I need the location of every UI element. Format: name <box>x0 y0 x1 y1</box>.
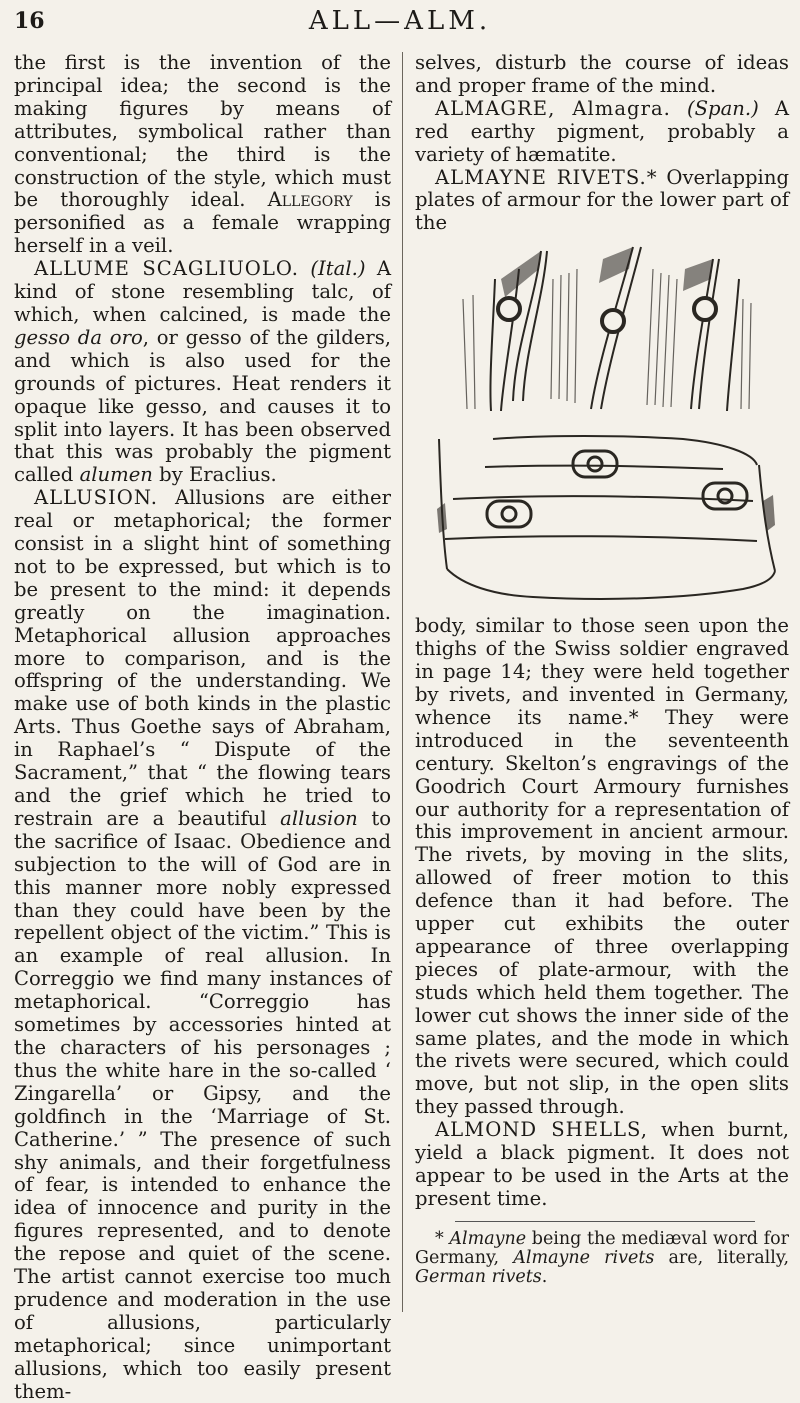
right-column <box>415 52 789 1312</box>
page-number: 16 <box>14 8 45 34</box>
page-header <box>0 0 800 44</box>
entry-heading: ALMOND SHELLS, <box>435 1118 648 1142</box>
almayne-rivets-engraving-icon <box>423 239 779 609</box>
entry-almayne-rivets: ALMAYNE RIVETS.* Overlapping plates of armour for the lower part of the <box>415 165 789 235</box>
allegory-term: Allegory <box>267 188 353 212</box>
continued-paragraph: selves, disturb the course of ideas and proper frame of the mind. <box>415 51 789 97</box>
entry-heading: ALLUSION. <box>34 486 158 510</box>
entry-allume-scagliuolo: ALLUME SCAGLIUOLO. (Ital.) A kind of stone resembling talc, of which, when calcined, is made the gesso da oro, or gesso of the gilders, and which is also used for the grounds of pictures. Heat renders it opaque like gesso, and causes it to split into layers. It has been observed that this was probably the pigment called alumen by Eraclius. <box>14 257 391 487</box>
entry-heading: ALMAYNE RIVETS.* <box>435 165 658 189</box>
column-divider <box>402 52 403 1312</box>
entry-almagre: ALMAGRE, Almagra. (Span.) A red earthy pigment, probably a variety of hæmatite. <box>415 96 789 166</box>
running-head: ALL—ALM. <box>308 6 492 36</box>
entry-heading: ALLUME SCAGLIUOLO. <box>34 257 300 281</box>
entry-heading: ALMAGRE, Almagra. <box>435 96 671 120</box>
entry-almayne-rivets-cont: body, similar to those seen upon the thighs of the Swiss soldier engraved in page 14; they were held together by rivets, and invented in Germany, whence its name.* They were introduced in the seventeenth century. Skelton’s engravings of the Goodrich Court Armoury furnishes our authority for a representation of this improvement in ancient armour. The rivets, by moving in the slits, allowed of freer motion to this defence than it had before. The upper cut exhibits the outer appearance of three overlapping pieces of plate-armour, with the studs which held them together. The lower cut shows the inner side of the same plates, and the mode in which the rivets were secured, which could move, but not slip, in the open slits they passed through. <box>415 614 789 1119</box>
left-column <box>14 51 391 1403</box>
entry-almond-shells: ALMOND SHELLS, when burnt, yield a black pigment. It does not appear to be used in the Arts at the present time. <box>415 1118 789 1210</box>
entry-allusion: ALLUSION. Allusions are either real or metaphorical; the former consist in a slight hint of something not to be expressed, but which is to be present to the mind: it depends greatly on the imagination. Metaphorical allusion approaches more to comparison, and is the offspring of the understanding. We make use of both kinds in the plastic Arts. Thus Goethe says of Abraham, in Raphael’s “ Dispute of the Sacrament,” that “ the flowing tears and the grief which he tried to restrain are a beautiful allusion to the sacrifice of Isaac. Obedience and subjection to the will of God are in this manner more nobly expressed than they could have been by the repellent object of the victim.” This is an example of real allusion. In Correggio we find many instances of metaphorical. “Correggio has sometimes by accessories hinted at the characters of his personages ; thus the white hare in the so-called ‘ Zingarella’ or Gipsy, and the goldfinch in the ‘Marriage of St. Catherine.’ ” The presence of such shy animals, and their forgetfulness of fear, is intended to enhance the idea of innocence and purity in the figures represented, and to denote the repose and quiet of the scene. The artist cannot exercise too much prudence and moderation in the use of allusions, particularly metaphorical; since unimportant allusions, which too easily present them- <box>14 486 391 1403</box>
continued-paragraph: the first is the invention of the principal idea; the second is the making figures by means of attributes, symbolical rather than conventional; the third is the construction of the style, which must be thoroughly ideal. Allegory is personified as a female wrapping herself in a veil. <box>14 51 391 258</box>
footnote-rule <box>455 1221 755 1222</box>
footnote: * Almayne being the mediæval word for Germany, Almayne rivets are, literally, German rivets. <box>415 1228 790 1287</box>
